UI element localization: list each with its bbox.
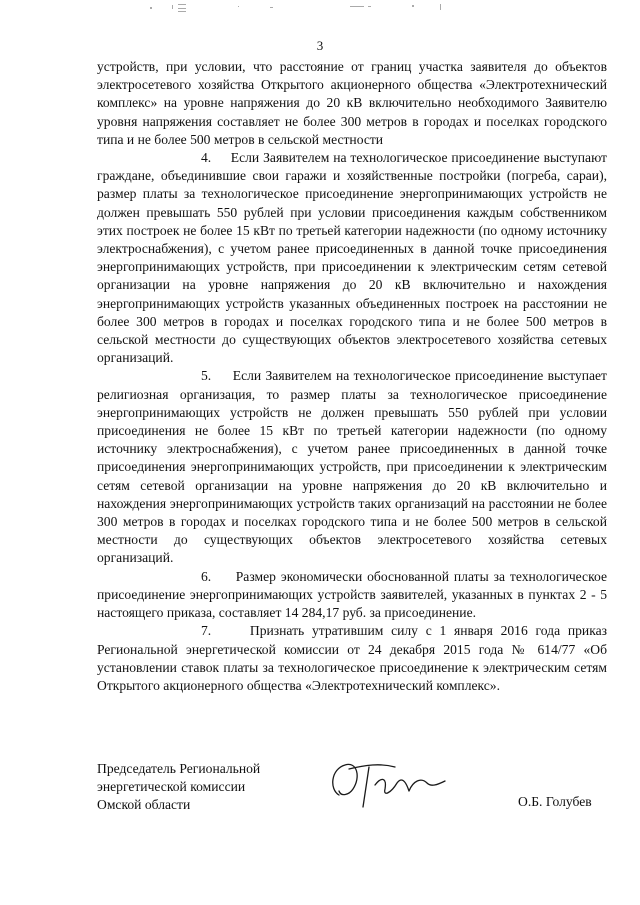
document-body [97, 58, 607, 695]
paragraph-number: 7. [201, 623, 212, 639]
paragraph-number: 5. [201, 368, 212, 384]
paragraph-text: Размер экономически обоснованной платы за технологическое присоединение энергопринимающих устройств заявителей, указанных в пунктах 2 - 5 настоящего приказа, составляет 14 284,17 руб. за присоединение. [97, 568, 607, 621]
paragraph-7 [97, 622, 607, 695]
paragraph-number: 6. [201, 568, 212, 584]
handwritten-signature [325, 755, 450, 815]
paragraph-text: Признать утратившим силу с 1 января 2016 года приказ Региональной энергетической комиссии от 24 декабря 2015 года № 614/77 «Об установлении ставок платы за технологическое присоединение к электрическим сетям Открытого акционерного общества «Электротехнический комплекс». [97, 623, 607, 693]
page-number: 3 [316, 38, 324, 53]
paragraph-number: 4. [201, 150, 212, 166]
paragraph-text: устройств, при условии, что расстояние от границ участка заявителя до объектов электросетевого хозяйства Открытого акционерного общества «Электротехнический комплекс» на уровне напряжения до 20 кВ включительно необходимого Заявителю уровня напряжения составляет не более 300 метров в городах и поселках городского типа и не более 500 метров в сельской местности [97, 59, 607, 147]
signatory-title-line: Председатель Региональной [97, 761, 261, 776]
paragraph-5 [97, 367, 607, 567]
paragraph-6 [97, 568, 607, 623]
signer-name: О.Б. Голубев [518, 794, 592, 809]
scan-artifact-marks [150, 2, 450, 14]
paragraph-4 [97, 149, 607, 367]
paragraph-continuation [97, 58, 607, 149]
signatory-title-line: Омской области [97, 797, 191, 813]
signatory-title-line: энергетической комиссии [97, 779, 246, 795]
signatory-title [97, 760, 260, 815]
paragraph-text: Если Заявителем на технологическое присоединение выступают граждане, объединившие свои гаражи и хозяйственные постройки (погреба, сараи), размер платы за технологическое присоединение энергопринимающих устройств не должен превышать 550 рублей при условии присоединения каждым собственником этих построек не более 15 кВт по третьей категории надежности (по одному источнику электроснабжения), с учетом ранее присоединенных в данной точке присоединения энергопринимающих устройств, при присоединении к электрическим сетям сетевой организации на уровне напряжения до 20 кВ включительно и нахождения энергопринимающих устройств указанных объединенных построек на расстоянии не более 300 метров в городах и поселках городского типа и не более 500 метров в сельской местности до существующих объектов электросетевого хозяйства сетевых организаций. [97, 150, 607, 366]
paragraph-text: Если Заявителем на технологическое присоединение выступает религиозная организация, то размер платы за технологическое присоединение энергопринимающих устройств не должен превышать 550 рублей при условии присоединения не более 15 кВт по третьей категории надежности (по одному источнику электроснабжения), с учетом ранее присоединенных в данной точке присоединения энергопринимающих устройств, при присоединении к электрическим сетям сетевой организации на уровне напряжения до 20 кВ включительно и нахождения энергопринимающих устройств таких организаций на расстоянии не более 300 метров в городах и поселках городского типа и не более 500 метров в сельской местности до существующих объектов электросетевого хозяйства сетевых организаций. [97, 368, 607, 566]
